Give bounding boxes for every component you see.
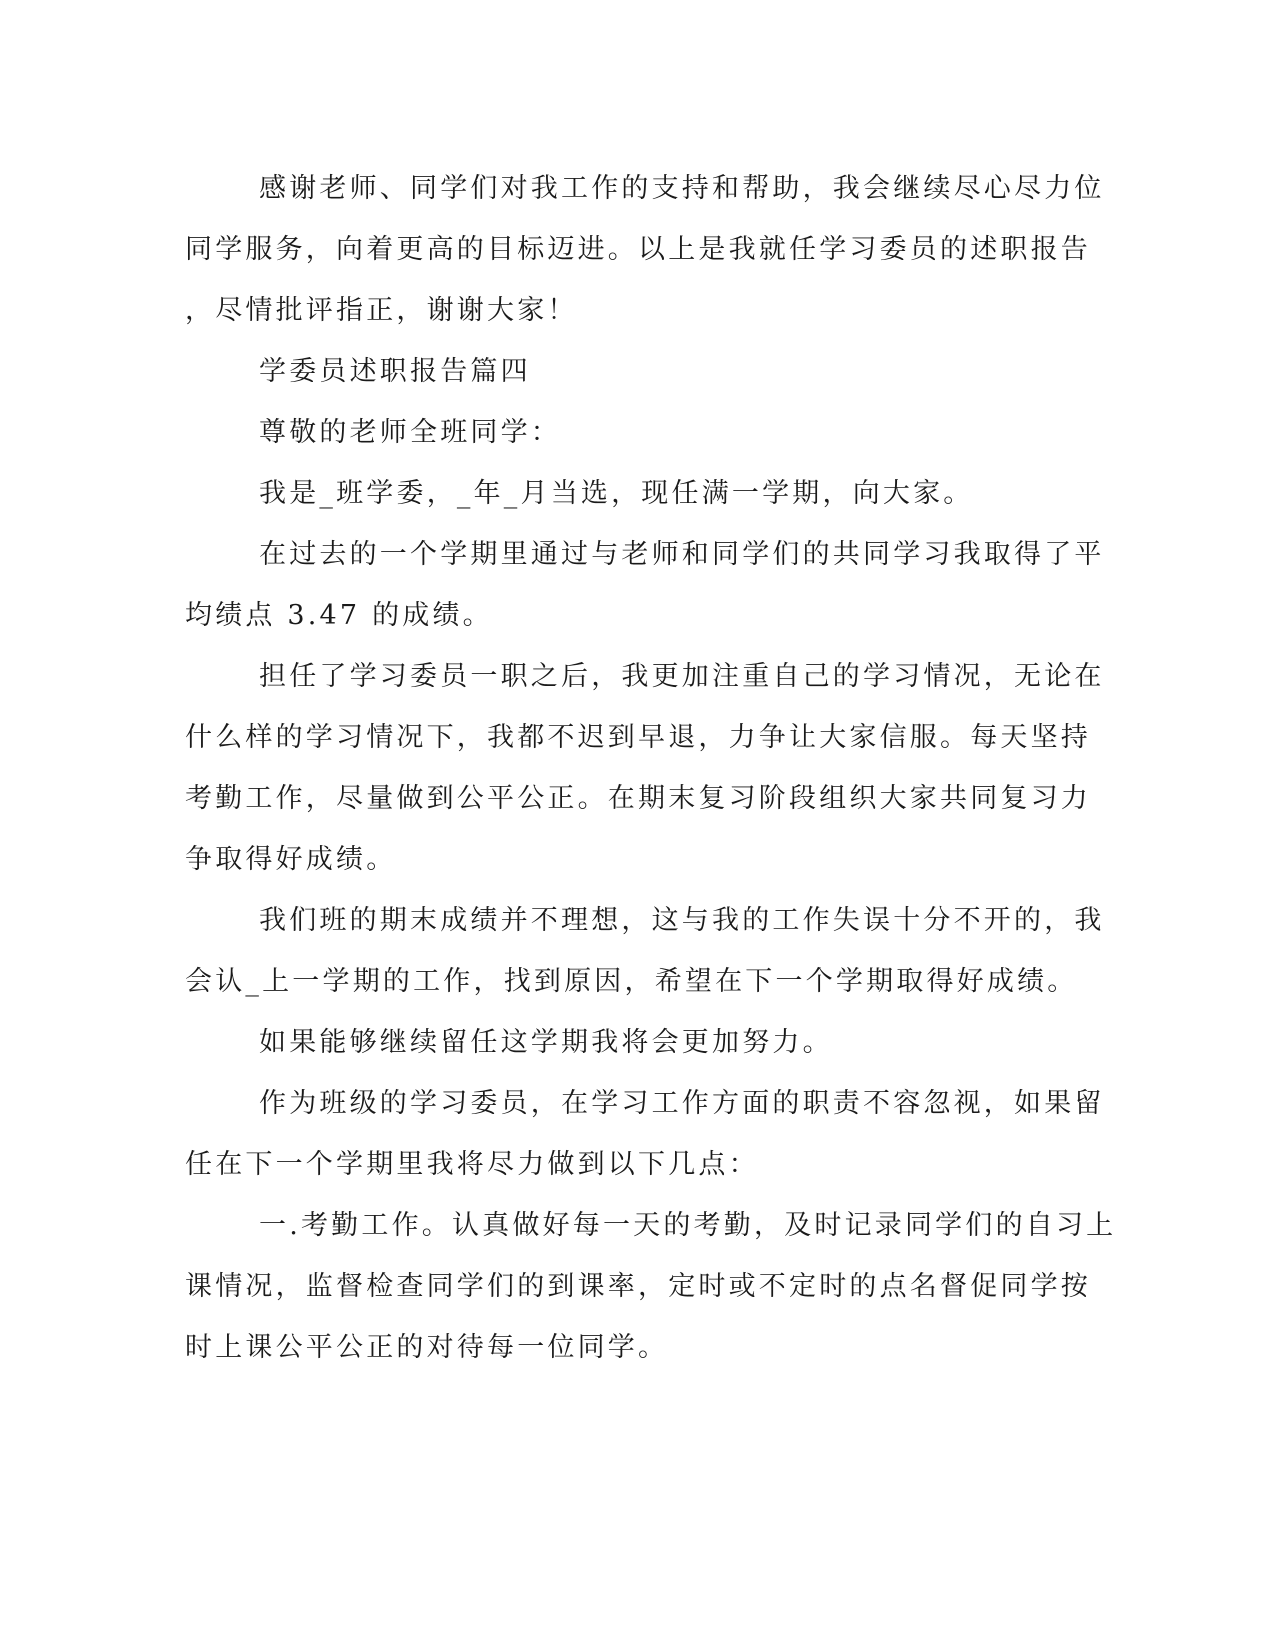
document-body <box>185 158 1117 1378</box>
paragraph-line: 我们班的期末成绩并不理想，这与我的工作失误十分不开的，我 <box>259 905 1105 936</box>
paragraph-line: 感谢老师、同学们对我工作的支持和帮助，我会继续尽心尽力位 <box>259 173 1105 204</box>
paragraph-line: 如果能够继续留任这学期我将会更加努力。 <box>259 1027 833 1058</box>
paragraph-line: 同学服务，向着更高的目标迈进。以上是我就任学习委员的述职报告 <box>185 234 1091 265</box>
paragraph-line: 均绩点 3.47 的成绩。 <box>185 600 493 631</box>
paragraph-line: 什么样的学习情况下，我都不迟到早退，力争让大家信服。每天坚持 <box>185 722 1091 753</box>
paragraph-line: 担任了学习委员一职之后，我更加注重自己的学习情况，无论在 <box>259 661 1105 692</box>
paragraph-line: 会认_上一学期的工作，找到原因，希望在下一个学期取得好成绩。 <box>185 966 1078 997</box>
salutation: 尊敬的老师全班同学： <box>259 417 561 448</box>
paragraph-line: 课情况，监督检查同学们的到课率，定时或不定时的点名督促同学按 <box>185 1271 1091 1302</box>
paragraph-line: 时上课公平公正的对待每一位同学。 <box>185 1332 669 1363</box>
paragraph-line: 我是_班学委，_年_月当选，现任满一学期，向大家。 <box>259 478 974 509</box>
paragraph-line: 作为班级的学习委员，在学习工作方面的职责不容忽视，如果留 <box>259 1088 1105 1119</box>
paragraph-line: ，尽情批评指正，谢谢大家！ <box>185 295 578 326</box>
paragraph-line: 在过去的一个学期里通过与老师和同学们的共同学习我取得了平 <box>259 539 1105 570</box>
paragraph-line: 任在下一个学期里我将尽力做到以下几点： <box>185 1149 759 1180</box>
paragraph-line: 考勤工作，尽量做到公平公正。在期末复习阶段组织大家共同复习力 <box>185 783 1091 814</box>
paragraph-line: 一.考勤工作。认真做好每一天的考勤，及时记录同学们的自习上 <box>259 1210 1117 1241</box>
section-heading: 学委员述职报告篇四 <box>259 356 531 387</box>
paragraph-line: 争取得好成绩。 <box>185 844 397 875</box>
